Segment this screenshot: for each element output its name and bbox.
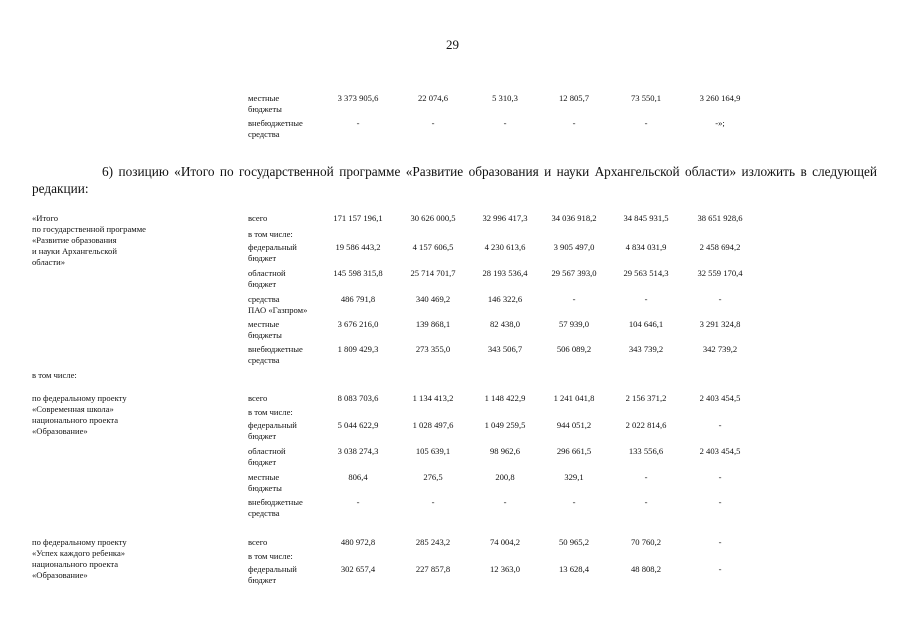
value-cell: 1 028 497,6 (412, 420, 454, 430)
value-cell: 29 567 393,0 (551, 268, 597, 278)
value-cell: 133 556,6 (628, 446, 664, 456)
value-cell: 2 403 454,5 (699, 393, 741, 403)
value-cell: 29 563 514,3 (623, 268, 669, 278)
value-cell: - (718, 472, 722, 482)
value-cell: 82 438,0 (489, 319, 521, 329)
value-cell: 1 809 429,3 (337, 344, 379, 354)
value-cell: 8 083 703,6 (337, 393, 379, 403)
value-cell: 32 996 417,3 (482, 213, 528, 223)
value-cell: 480 972,8 (340, 537, 376, 547)
value-cell: 70 760,2 (630, 537, 662, 547)
value-cell: 74 004,2 (489, 537, 521, 547)
value-cell: - (718, 294, 722, 304)
value-cell: 5 310,3 (492, 93, 518, 103)
row-label: федеральный бюджет (248, 242, 297, 263)
value-cell: 13 628,4 (558, 564, 590, 574)
value-cell: - (644, 497, 648, 507)
value-cell: 32 559 170,4 (697, 268, 743, 278)
value-cell: -»; (715, 118, 725, 128)
section-title: «Итого по государственной программе «Развитие образования и науки Архангельской области» (32, 213, 146, 267)
value-cell: - (356, 118, 360, 128)
value-cell: 3 038 274,3 (337, 446, 379, 456)
value-cell: 276,5 (423, 472, 443, 482)
row-label: областной бюджет (248, 446, 286, 467)
value-cell: 1 241 041,8 (553, 393, 595, 403)
row-label: в том числе: (248, 551, 293, 561)
row-label: всего (248, 393, 268, 403)
row-label: внебюджетные средства (248, 344, 303, 365)
row-label: внебюджетные средства (248, 497, 303, 518)
value-cell: 285 243,2 (415, 537, 451, 547)
row-label: местные бюджеты (248, 93, 282, 114)
value-cell: 302 657,4 (340, 564, 376, 574)
value-cell: 139 868,1 (415, 319, 451, 329)
value-cell: 506 089,2 (556, 344, 592, 354)
value-cell: 806,4 (348, 472, 368, 482)
value-cell: 22 074,6 (417, 93, 449, 103)
value-cell: - (572, 497, 576, 507)
value-cell: 4 230 613,6 (484, 242, 526, 252)
value-cell: 4 834 031,9 (625, 242, 667, 252)
value-cell: - (431, 118, 435, 128)
page-number: 29 (446, 37, 459, 52)
value-cell: - (644, 118, 648, 128)
value-cell: 25 714 701,7 (410, 268, 456, 278)
value-cell: 343 506,7 (487, 344, 523, 354)
value-cell: 3 905 497,0 (553, 242, 595, 252)
value-cell: 342 739,2 (702, 344, 738, 354)
value-cell: - (644, 294, 648, 304)
section-title: по федеральному проекту «Современная школа» национального проекта «Образование» (32, 393, 127, 436)
amendment-paragraph: 6) позицию «Итого по государственной программе «Развитие образования и науки Архангельской области» изложить в следующей редакции: (32, 164, 877, 196)
value-cell: 34 845 931,5 (623, 213, 669, 223)
value-cell: 1 134 413,2 (412, 393, 454, 403)
value-cell: 38 651 928,6 (697, 213, 743, 223)
value-cell: - (503, 118, 507, 128)
value-cell: 2 156 371,2 (625, 393, 667, 403)
value-cell: - (356, 497, 360, 507)
value-cell: 5 044 622,9 (337, 420, 379, 430)
value-cell: 486 791,8 (340, 294, 376, 304)
value-cell: 3 676 216,0 (337, 319, 379, 329)
row-label: всего (248, 213, 268, 223)
value-cell: 227 857,8 (415, 564, 451, 574)
row-label: областной бюджет (248, 268, 286, 289)
row-label: федеральный бюджет (248, 420, 297, 441)
value-cell: 171 157 196,1 (333, 213, 383, 223)
value-cell: - (431, 497, 435, 507)
value-cell: 104 646,1 (628, 319, 664, 329)
value-cell: 329,1 (564, 472, 584, 482)
value-cell: 3 260 164,9 (699, 93, 741, 103)
value-cell: 296 661,5 (556, 446, 592, 456)
value-cell: 48 808,2 (630, 564, 662, 574)
row-label: местные бюджеты (248, 472, 282, 493)
value-cell: 2 022 814,6 (625, 420, 667, 430)
value-cell: - (718, 564, 722, 574)
value-cell: 30 626 000,5 (410, 213, 456, 223)
section-title: по федеральному проекту «Успех каждого ребенка» национального проекта «Образование» (32, 537, 127, 580)
value-cell: - (572, 294, 576, 304)
row-label: в том числе: (248, 407, 293, 417)
value-cell: 12 805,7 (558, 93, 590, 103)
value-cell: 340 469,2 (415, 294, 451, 304)
value-cell: 146 322,6 (487, 294, 523, 304)
value-cell: - (718, 497, 722, 507)
value-cell: 28 193 536,4 (482, 268, 528, 278)
row-label: средства ПАО «Газпром» (248, 294, 308, 315)
value-cell: 73 550,1 (630, 93, 662, 103)
value-cell: 3 373 905,6 (337, 93, 379, 103)
value-cell: - (718, 537, 722, 547)
value-cell: 19 586 443,2 (335, 242, 381, 252)
value-cell: 1 148 422,9 (484, 393, 526, 403)
value-cell: 200,8 (495, 472, 515, 482)
value-cell: - (572, 118, 576, 128)
value-cell: 3 291 324,8 (699, 319, 741, 329)
row-label: федеральный бюджет (248, 564, 297, 585)
value-cell: 2 458 694,2 (699, 242, 741, 252)
value-cell: 343 739,2 (628, 344, 664, 354)
value-cell: 145 598 315,8 (333, 268, 383, 278)
value-cell: 2 403 454,5 (699, 446, 741, 456)
row-label: местные бюджеты (248, 319, 282, 340)
value-cell: 34 036 918,2 (551, 213, 597, 223)
value-cell: 944 051,2 (556, 420, 592, 430)
in-that-number-label: в том числе: (32, 370, 77, 380)
value-cell: 4 157 606,5 (412, 242, 454, 252)
value-cell: 98 962,6 (489, 446, 521, 456)
value-cell: 50 965,2 (558, 537, 590, 547)
value-cell: - (718, 420, 722, 430)
value-cell: 105 639,1 (415, 446, 451, 456)
value-cell: - (644, 472, 648, 482)
value-cell: 273 355,0 (415, 344, 451, 354)
row-label: внебюджетные средства (248, 118, 303, 139)
row-label: всего (248, 537, 268, 547)
value-cell: 57 939,0 (558, 319, 590, 329)
row-label: в том числе: (248, 229, 293, 239)
value-cell: 1 049 259,5 (484, 420, 526, 430)
value-cell: - (503, 497, 507, 507)
value-cell: 12 363,0 (489, 564, 521, 574)
